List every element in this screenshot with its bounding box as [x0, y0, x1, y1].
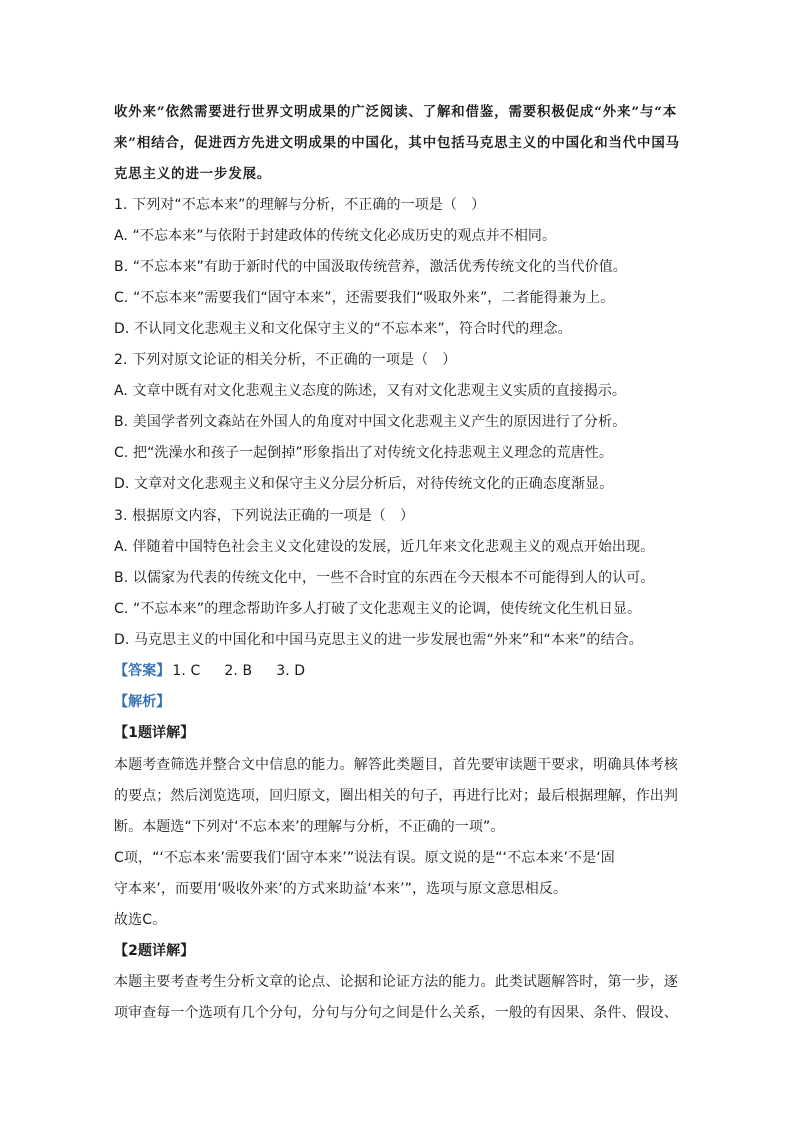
- q2-line-2: 项审查每一个选项有几个分句，分句与分句之间是什么关系，一般的有因果、条件、假设、: [114, 1005, 678, 1021]
- answer-3: 3. D: [276, 663, 306, 679]
- question-2-option-d: D. 文章对文化悲观主义和保守主义分层分析后，对待传统文化的正确态度渐显。: [114, 476, 614, 492]
- q2-heading: 【2题详解】: [114, 943, 195, 959]
- question-1-option-b: B. “不忘本来”有助于新时代的中国汲取传统营养，激活优秀传统文化的当代价值。: [114, 259, 627, 275]
- question-3-option-d: D. 马克思主义的中国化和中国马克思主义的进一步发展也需“外来”和“本来”的结合。: [114, 632, 643, 648]
- question-3-stem: 3. 根据原文内容，下列说法正确的一项是（ ）: [114, 508, 415, 524]
- q1-line-6: 故选C。: [114, 912, 167, 928]
- question-3-option-c: C. “不忘本来”的理念帮助许多人打破了文化悲观主义的论调，使传统文化生机日显。: [114, 601, 642, 617]
- question-3-option-b: B. 以儒家为代表的传统文化中，一些不合时宜的东西在今天根本不可能得到人的认可。: [114, 570, 655, 586]
- intro-line-2: 来”相结合，促进西方先进文明成果的中国化，其中包括马克思主义的中国化和当代中国马: [114, 135, 680, 151]
- question-1-option-d: D. 不认同文化悲观主义和文化保守主义的“不忘本来”，符合时代的理念。: [114, 321, 572, 337]
- answer-row: [114, 661, 305, 681]
- question-3-option-a: A. 伴随着中国特色社会主义文化建设的发展，近几年来文化悲观主义的观点开始出现。: [114, 539, 655, 555]
- answer-1: 1. C: [172, 663, 201, 679]
- question-1-stem: 1. 下列对“不忘本来”的理解与分析，不正确的一项是（ ）: [114, 197, 486, 213]
- question-1-option-c: C. “不忘本来”需要我们“固守本来”，还需要我们“吸取外来”，二者能得兼为上。: [114, 290, 615, 306]
- question-2-option-c: C. 把“洗澡水和孩子一起倒掉”形象指出了对传统文化持悲观主义理念的荒唐性。: [114, 445, 613, 461]
- question-1-option-a: A. “不忘本来”与依附于封建政体的传统文化必成历史的观点并不相同。: [114, 228, 557, 244]
- analysis-label: 【解析】: [114, 694, 171, 710]
- q2-line-1: 本题主要考查考生分析文章的论点、论据和论证方法的能力。此类试题解答时，第一步，逐: [114, 974, 678, 990]
- q1-line-2: 的要点；然后浏览选项，回归原文，圈出相关的句子，再进行比对；最后根据理解，作出判: [114, 788, 678, 804]
- question-2-option-b: B. 美国学者列文森站在外国人的角度对中国文化悲观主义产生的原因进行了分析。: [114, 414, 627, 430]
- q1-heading: 【1题详解】: [114, 725, 195, 741]
- q1-line-1: 本题考查筛选并整合文中信息的能力。解答此类题目，首先要审读题干要求，明确具体考核: [114, 757, 678, 773]
- question-2-option-a: A. 文章中既有对文化悲观主义态度的陈述，又有对文化悲观主义实质的直接揭示。: [114, 383, 627, 399]
- intro-line-1: 收外来”依然需要进行世界文明成果的广泛阅读、了解和借鉴，需要积极促成“外来”与“本: [114, 104, 678, 120]
- answer-2: 2. B: [224, 663, 253, 679]
- q1-line-5: 守本来’，而要用‘吸收外来’的方式来助益‘本来’”，选项与原文意思相反。: [114, 881, 568, 897]
- q1-line-3: 断。本题选“下列对‘不忘本来’的理解与分析，不正确的一项”。: [114, 819, 505, 835]
- question-2-stem: 2. 下列对原文论证的相关分析，不正确的一项是（ ）: [114, 352, 457, 368]
- answer-label: 【答案】: [114, 663, 171, 679]
- q1-line-4: C项，“‘不忘本来’需要我们‘固守本来’”说法有误。原文说的是“‘不忘本来’不是‘固: [114, 850, 615, 866]
- intro-line-3: 克思主义的进一步发展。: [114, 166, 272, 182]
